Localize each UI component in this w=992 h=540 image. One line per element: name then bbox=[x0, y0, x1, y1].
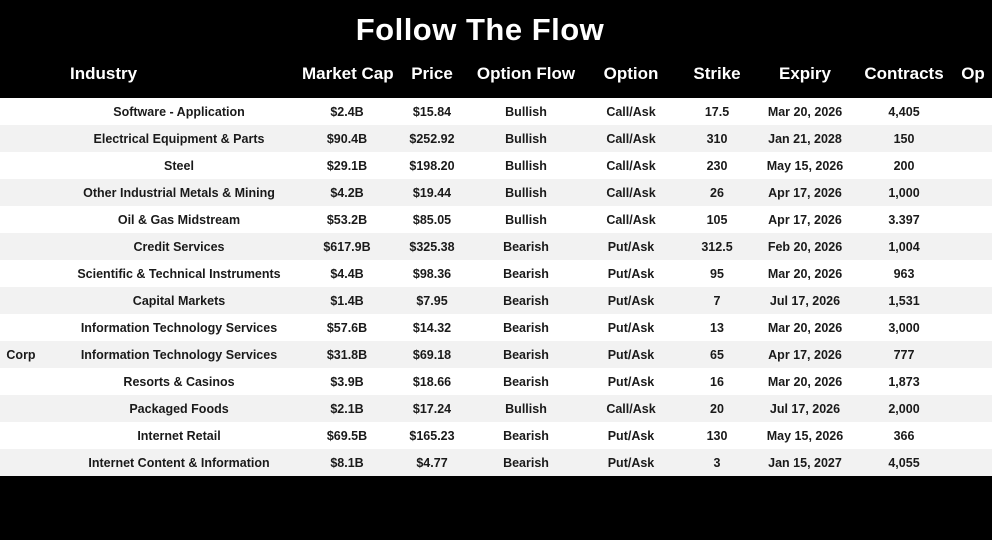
cell-option-overflow bbox=[954, 287, 992, 314]
cell-company bbox=[0, 260, 60, 287]
cell-price: $325.38 bbox=[409, 239, 455, 254]
cell-option-overflow bbox=[954, 314, 992, 341]
cell-option-overflow bbox=[954, 260, 992, 287]
cell-expiry: Jul 17, 2026 bbox=[769, 401, 841, 416]
cell-contracts: 3,000 bbox=[888, 320, 920, 335]
cell-price: $198.20 bbox=[409, 158, 455, 173]
table-row[interactable] bbox=[0, 341, 992, 368]
cell-strike: 95 bbox=[710, 266, 724, 281]
cell-option-overflow bbox=[954, 341, 992, 368]
cell-option: Put/Ask bbox=[607, 347, 655, 362]
cell-price: $14.32 bbox=[412, 320, 452, 335]
cell-contracts: 4,055 bbox=[888, 455, 920, 470]
column-header-option[interactable]: Option bbox=[584, 56, 678, 98]
cell-company bbox=[0, 368, 60, 395]
cell-option: Call/Ask bbox=[606, 104, 656, 119]
cell-option-flow: Bearish bbox=[503, 266, 549, 281]
table-header bbox=[0, 56, 992, 98]
cell-option-overflow bbox=[954, 98, 992, 125]
cell-option-overflow bbox=[954, 368, 992, 395]
cell-market-cap: $57.6B bbox=[326, 320, 368, 335]
cell-option-flow: Bullish bbox=[505, 401, 547, 416]
cell-option-overflow bbox=[954, 422, 992, 449]
table-body bbox=[0, 98, 992, 476]
cell-option-overflow bbox=[954, 152, 992, 179]
cell-company bbox=[0, 422, 60, 449]
cell-strike: 312.5 bbox=[701, 239, 733, 254]
cell-market-cap: $31.8B bbox=[326, 347, 368, 362]
cell-industry: Oil & Gas Midstream bbox=[117, 212, 241, 227]
cell-option-overflow bbox=[954, 395, 992, 422]
cell-company bbox=[0, 395, 60, 422]
cell-price: $165.23 bbox=[409, 428, 455, 443]
cell-price: $85.05 bbox=[412, 212, 452, 227]
table-row[interactable] bbox=[0, 395, 992, 422]
table-row[interactable] bbox=[0, 233, 992, 260]
cell-option-overflow bbox=[954, 125, 992, 152]
cell-contracts: 150 bbox=[893, 131, 915, 146]
cell-expiry: Mar 20, 2026 bbox=[767, 320, 843, 335]
cell-option-flow: Bullish bbox=[505, 158, 547, 173]
cell-company bbox=[0, 125, 60, 152]
cell-industry: Software - Application bbox=[113, 104, 245, 119]
bottom-bar bbox=[0, 482, 960, 540]
cell-expiry: Jan 21, 2028 bbox=[768, 131, 842, 146]
cell-expiry: Apr 17, 2026 bbox=[768, 347, 842, 362]
cell-expiry: Jan 15, 2027 bbox=[768, 455, 842, 470]
cell-market-cap: $53.2B bbox=[326, 212, 368, 227]
cell-expiry: Apr 17, 2026 bbox=[768, 212, 842, 227]
cell-option-overflow bbox=[954, 206, 992, 233]
cell-price: $19.44 bbox=[412, 185, 452, 200]
cell-market-cap: $617.9B bbox=[323, 239, 371, 254]
cell-expiry: Jul 17, 2026 bbox=[769, 293, 841, 308]
table-row[interactable] bbox=[0, 287, 992, 314]
table-header-row bbox=[0, 56, 992, 98]
cell-price: $98.36 bbox=[412, 266, 452, 281]
cell-price: $15.84 bbox=[412, 104, 452, 119]
cell-market-cap: $3.9B bbox=[330, 374, 364, 389]
cell-industry: Information Technology Services bbox=[80, 320, 278, 335]
table-row[interactable] bbox=[0, 449, 992, 476]
option-flow-table bbox=[0, 56, 992, 476]
cell-option: Call/Ask bbox=[606, 131, 656, 146]
cell-expiry: Mar 20, 2026 bbox=[767, 266, 843, 281]
cell-strike: 310 bbox=[706, 131, 728, 146]
cell-expiry: Mar 20, 2026 bbox=[767, 374, 843, 389]
cell-market-cap: $90.4B bbox=[326, 131, 368, 146]
cell-industry: Resorts & Casinos bbox=[123, 374, 235, 389]
cell-expiry: Apr 17, 2026 bbox=[768, 185, 842, 200]
cell-industry: Steel bbox=[164, 158, 194, 173]
cell-contracts: 1,873 bbox=[888, 374, 920, 389]
cell-option-flow: Bearish bbox=[503, 239, 549, 254]
cell-option-flow: Bullish bbox=[505, 185, 547, 200]
cell-strike: 20 bbox=[710, 401, 724, 416]
table-row[interactable] bbox=[0, 206, 992, 233]
cell-option: Put/Ask bbox=[607, 455, 655, 470]
cell-market-cap: $4.4B bbox=[330, 266, 364, 281]
cell-company bbox=[0, 314, 60, 341]
cell-strike: 26 bbox=[710, 185, 724, 200]
cell-option: Call/Ask bbox=[606, 212, 656, 227]
column-header-option-overflow[interactable]: Op bbox=[954, 56, 992, 98]
table-row[interactable] bbox=[0, 179, 992, 206]
cell-option-flow: Bearish bbox=[503, 374, 549, 389]
cell-expiry: May 15, 2026 bbox=[766, 158, 844, 173]
cell-expiry: Feb 20, 2026 bbox=[767, 239, 843, 254]
table-row[interactable] bbox=[0, 98, 992, 125]
table-row[interactable] bbox=[0, 260, 992, 287]
table-row[interactable] bbox=[0, 152, 992, 179]
cell-company bbox=[0, 449, 60, 476]
table-row[interactable] bbox=[0, 368, 992, 395]
table-row[interactable] bbox=[0, 422, 992, 449]
cell-company bbox=[0, 152, 60, 179]
cell-contracts: 366 bbox=[893, 428, 915, 443]
cell-price: $18.66 bbox=[412, 374, 452, 389]
cell-price: $7.95 bbox=[416, 293, 448, 308]
cell-expiry: May 15, 2026 bbox=[766, 428, 844, 443]
cell-option: Put/Ask bbox=[607, 239, 655, 254]
table-row[interactable] bbox=[0, 125, 992, 152]
cell-price: $252.92 bbox=[409, 131, 455, 146]
cell-market-cap: $69.5B bbox=[326, 428, 368, 443]
cell-contracts: 1,531 bbox=[888, 293, 920, 308]
cell-option-flow: Bullish bbox=[505, 104, 547, 119]
cell-market-cap: $29.1B bbox=[326, 158, 368, 173]
cell-expiry: Mar 20, 2026 bbox=[767, 104, 843, 119]
cell-price: $4.77 bbox=[416, 455, 448, 470]
cell-strike: 13 bbox=[710, 320, 724, 335]
cell-contracts: 1,000 bbox=[888, 185, 920, 200]
cell-market-cap: $1.4B bbox=[330, 293, 364, 308]
cell-strike: 65 bbox=[710, 347, 724, 362]
cell-option-flow: Bearish bbox=[503, 347, 549, 362]
column-header-contracts[interactable]: Contracts bbox=[854, 56, 954, 98]
cell-option-flow: Bearish bbox=[503, 293, 549, 308]
cell-contracts: 2,000 bbox=[888, 401, 920, 416]
cell-market-cap: $2.1B bbox=[330, 401, 364, 416]
cell-company bbox=[0, 233, 60, 260]
cell-option-flow: Bullish bbox=[505, 212, 547, 227]
cell-market-cap: $4.2B bbox=[330, 185, 364, 200]
cell-strike: 17.5 bbox=[704, 104, 730, 119]
cell-option: Put/Ask bbox=[607, 428, 655, 443]
cell-industry: Packaged Foods bbox=[129, 401, 229, 416]
column-header-option-flow[interactable]: Option Flow bbox=[468, 56, 584, 98]
cell-industry: Internet Content & Information bbox=[88, 455, 270, 470]
cell-option: Put/Ask bbox=[607, 266, 655, 281]
cell-option-flow: Bearish bbox=[503, 428, 549, 443]
cell-option: Put/Ask bbox=[607, 293, 655, 308]
column-header-strike[interactable]: Strike bbox=[678, 56, 756, 98]
cell-option-flow: Bearish bbox=[503, 455, 549, 470]
cell-option: Call/Ask bbox=[606, 158, 656, 173]
cell-company bbox=[0, 179, 60, 206]
cell-strike: 7 bbox=[713, 293, 721, 308]
cell-price: $17.24 bbox=[412, 401, 452, 416]
cell-industry: Capital Markets bbox=[132, 293, 226, 308]
cell-option-overflow bbox=[954, 449, 992, 476]
cell-contracts: 963 bbox=[893, 266, 915, 281]
cell-industry: Electrical Equipment & Parts bbox=[93, 131, 265, 146]
cell-industry: Information Technology Services bbox=[80, 347, 278, 362]
cell-option: Call/Ask bbox=[606, 185, 656, 200]
cell-market-cap: $8.1B bbox=[330, 455, 364, 470]
cell-strike: 230 bbox=[706, 158, 728, 173]
cell-price: $69.18 bbox=[412, 347, 452, 362]
cell-option: Call/Ask bbox=[606, 401, 656, 416]
column-header-industry[interactable]: Industry bbox=[60, 56, 298, 98]
cell-option-flow: Bearish bbox=[503, 320, 549, 335]
cell-industry: Internet Retail bbox=[137, 428, 221, 443]
column-header-price[interactable]: Price bbox=[396, 56, 468, 98]
cell-strike: 16 bbox=[710, 374, 724, 389]
cell-option-overflow bbox=[954, 233, 992, 260]
cell-option: Put/Ask bbox=[607, 374, 655, 389]
cell-option: Put/Ask bbox=[607, 320, 655, 335]
cell-contracts: 777 bbox=[893, 347, 915, 362]
cell-contracts: 3.397 bbox=[888, 212, 920, 227]
page-title: Follow The Flow bbox=[355, 12, 605, 47]
cell-contracts: 4,405 bbox=[888, 104, 920, 119]
cell-company bbox=[0, 287, 60, 314]
cell-industry: Other Industrial Metals & Mining bbox=[83, 185, 275, 200]
cell-company bbox=[0, 98, 60, 125]
cell-industry: Credit Services bbox=[133, 239, 225, 254]
cell-option-overflow bbox=[954, 179, 992, 206]
cell-strike: 130 bbox=[706, 428, 728, 443]
column-header-expiry[interactable]: Expiry bbox=[756, 56, 854, 98]
column-header-company[interactable] bbox=[0, 56, 60, 98]
cell-company bbox=[0, 206, 60, 233]
cell-strike: 105 bbox=[706, 212, 728, 227]
column-header-market-cap[interactable]: Market Cap bbox=[298, 56, 396, 98]
cell-strike: 3 bbox=[713, 455, 721, 470]
cell-contracts: 200 bbox=[893, 158, 915, 173]
table-row[interactable] bbox=[0, 314, 992, 341]
cell-industry: Scientific & Technical Instruments bbox=[77, 266, 281, 281]
cell-market-cap: $2.4B bbox=[330, 104, 364, 119]
cell-company: Corp bbox=[6, 347, 36, 362]
cell-option-flow: Bullish bbox=[505, 131, 547, 146]
option-flow-table-wrap bbox=[0, 56, 985, 476]
cell-contracts: 1,004 bbox=[888, 239, 920, 254]
